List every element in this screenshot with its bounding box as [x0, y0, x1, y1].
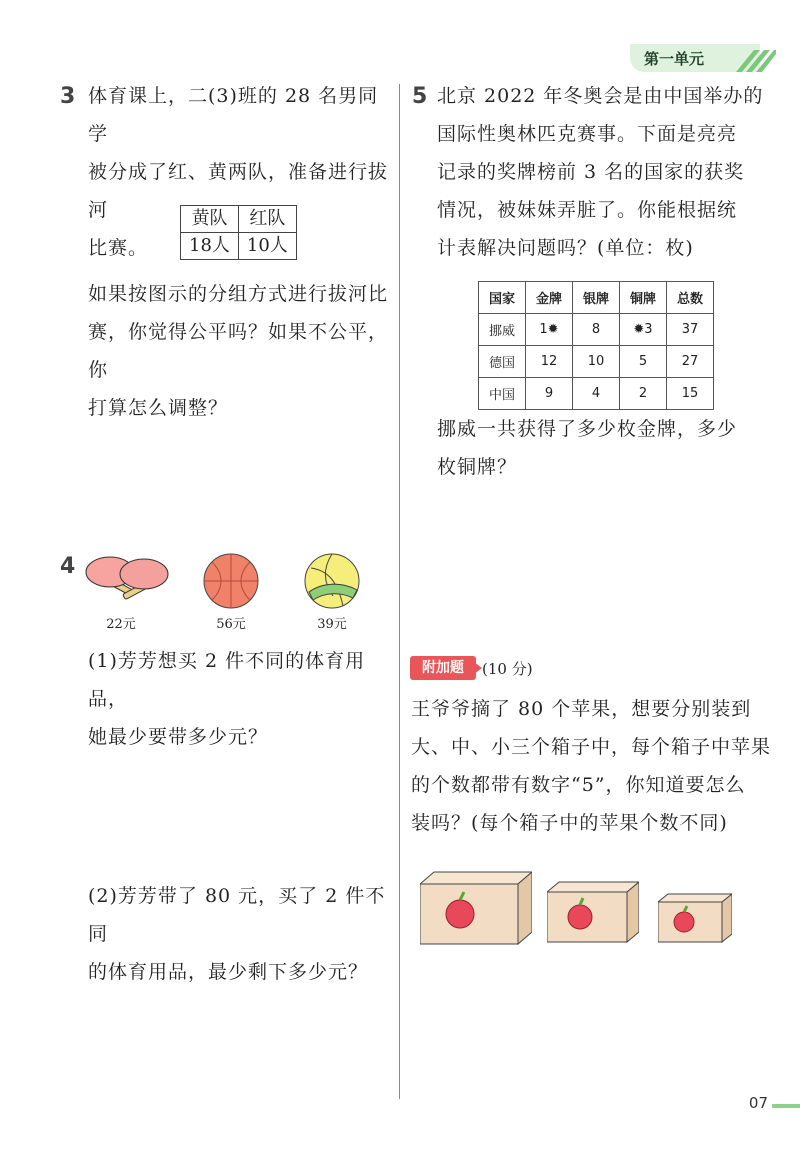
medal-cell: 12	[526, 346, 573, 378]
red-team-count: 10人	[238, 233, 296, 260]
q3-number: 3	[60, 84, 76, 109]
table-row	[479, 346, 714, 378]
basketball-icon	[202, 552, 260, 610]
bonus-tag	[410, 656, 482, 680]
medal-cell: 9	[526, 378, 573, 410]
page-number: 07	[748, 1094, 768, 1112]
q5-text	[437, 77, 777, 267]
q5-line: 计表解决问题吗？(单位：枚)	[437, 237, 694, 259]
q5-question	[437, 410, 777, 486]
q5-line: 记录的奖牌榜前 3 名的国家的获奖	[437, 161, 745, 183]
bonus-line: 大、中、小三个箱子中，每个箱子中苹果	[411, 736, 772, 758]
medal-cell: 5	[620, 346, 667, 378]
ping-pong-paddles-icon	[84, 552, 170, 608]
q3-team-table	[180, 205, 297, 260]
q3-line: 体育课上，二(3)班的 28 名男同学	[88, 85, 379, 145]
q4-part2-line: (2)芳芳带了 80 元，买了 2 件不同	[88, 885, 386, 945]
page-bar	[772, 1104, 800, 1108]
yellow-team-count: 18人	[181, 233, 239, 260]
q4-part2	[88, 877, 398, 991]
medal-cell: 15	[667, 378, 714, 410]
q5-line: 情况，被妹妹弄脏了。你能根据统	[437, 199, 738, 221]
medal-cell: 挪威	[479, 314, 526, 346]
medium-box-icon	[547, 880, 639, 944]
medal-cell: 德国	[479, 346, 526, 378]
medal-cell: 27	[667, 346, 714, 378]
q5-question-line: 挪威一共获得了多少枚金牌，多少	[437, 418, 738, 440]
unit-label: 第一单元	[644, 50, 705, 68]
q5-line: 北京 2022 年冬奥会是由中国举办的	[437, 85, 764, 107]
q3-question	[88, 275, 398, 427]
volleyball-icon	[303, 552, 361, 610]
q5-line: 国际性奥林匹克赛事。下面是亮亮	[437, 123, 738, 145]
q5-question-line: 枚铜牌？	[437, 456, 518, 478]
price-label: 22元	[106, 617, 136, 632]
q3-question-line: 打算怎么调整？	[88, 397, 229, 419]
stripes-icon	[732, 44, 776, 72]
tag-arrow-icon	[474, 662, 482, 674]
q3-line: 被分成了红、黄两队，准备进行拔河	[88, 161, 389, 221]
bonus-line: 的个数都带有数字“5”，你知道要怎么	[411, 774, 746, 796]
bonus-line: 王爷爷摘了 80 个苹果，想要分别装到	[411, 698, 752, 720]
q4-part1-line: 她最少要带多少元？	[88, 726, 269, 748]
medal-cell: ✹3	[620, 314, 667, 346]
q3-question-line: 赛，你觉得公平吗？如果不公平，你	[88, 321, 389, 381]
column-divider	[399, 84, 400, 1099]
medal-cell: 中国	[479, 378, 526, 410]
bonus-points: (10 分)	[482, 660, 533, 678]
red-team-header: 红队	[238, 206, 296, 233]
bonus-text	[411, 690, 771, 842]
large-box-icon	[420, 870, 532, 946]
small-box-icon	[658, 892, 732, 944]
bonus-line: 装吗？(每个箱子中的苹果个数不同)	[411, 812, 728, 834]
medal-header: 总数	[667, 282, 714, 314]
medal-cell: 4	[573, 378, 620, 410]
medal-header: 铜牌	[620, 282, 667, 314]
medal-header: 银牌	[573, 282, 620, 314]
yellow-team-header: 黄队	[181, 206, 239, 233]
medal-cell: 37	[667, 314, 714, 346]
q3-line: 比赛。	[88, 237, 149, 259]
medal-cell: 2	[620, 378, 667, 410]
q4-part1	[88, 642, 398, 756]
q4-part2-line: 的体育用品，最少剩下多少元？	[88, 961, 369, 983]
medal-header: 国家	[479, 282, 526, 314]
medal-header: 金牌	[526, 282, 573, 314]
medal-cell: 1✹	[526, 314, 573, 346]
medal-cell: 8	[573, 314, 620, 346]
unit-tab	[630, 44, 770, 72]
price-label: 39元	[317, 617, 347, 632]
medal-cell: 10	[573, 346, 620, 378]
q4-part1-line: (1)芳芳想买 2 件不同的体育用品，	[88, 650, 366, 710]
table-row	[479, 378, 714, 410]
q3-question-line: 如果按图示的分组方式进行拔河比	[88, 283, 389, 305]
q4-number: 4	[60, 554, 76, 579]
q5-number: 5	[412, 84, 428, 109]
table-row	[479, 314, 714, 346]
medal-table	[478, 281, 714, 410]
price-label: 56元	[216, 617, 246, 632]
bonus-tag-label: 附加题	[410, 656, 476, 680]
